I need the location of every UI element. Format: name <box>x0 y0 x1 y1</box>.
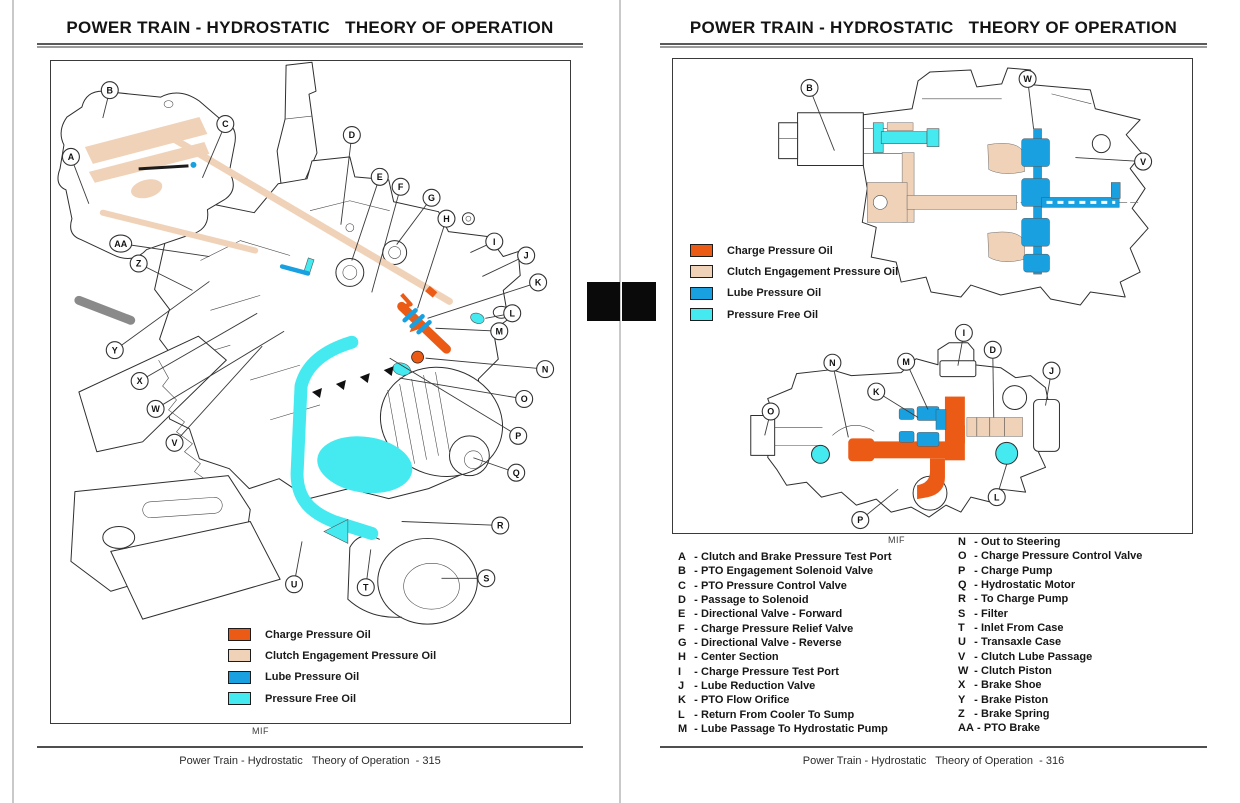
part-separator: - <box>694 694 698 707</box>
callout-letter-B: B <box>806 83 813 94</box>
solenoid-valve-body <box>798 113 864 166</box>
part-label: Filter <box>981 607 1008 620</box>
callout-letter-N: N <box>829 357 836 368</box>
part-separator: - <box>977 722 981 735</box>
callout-letter-B: B <box>106 85 114 96</box>
part-label: Brake Shoe <box>981 679 1042 692</box>
part-separator: - <box>974 579 978 592</box>
part-key: Q <box>958 579 967 592</box>
legend-label: Lube Pressure Oil <box>727 287 822 300</box>
part-row-F <box>678 623 892 637</box>
legend-swatch-clutch-engagement-oil <box>690 265 713 278</box>
callout-letter-L: L <box>509 308 515 319</box>
transaxle-isometric-drawing <box>51 61 570 723</box>
callout-letter-W: W <box>151 404 160 415</box>
part-row-V <box>958 651 1142 665</box>
footer-text: Power Train - Hydrostatic Theory of Operation - 315 <box>179 755 441 767</box>
part-row-A <box>678 551 892 565</box>
part-key: R <box>958 593 966 606</box>
legend-item <box>228 628 436 641</box>
part-label: PTO Pressure Control Valve <box>701 579 847 592</box>
part-label: Charge Pump <box>981 564 1053 577</box>
callout-letter-X: X <box>136 376 143 387</box>
legend-swatch-charge-pressure-oil <box>690 244 713 257</box>
part-separator: - <box>974 636 978 649</box>
part-separator: - <box>694 565 698 578</box>
part-separator: - <box>974 622 978 635</box>
legend-item <box>690 308 898 321</box>
page-title: POWER TRAIN - HYDROSTATIC THEORY OF OPERATION <box>689 18 1178 37</box>
part-separator: - <box>694 665 698 678</box>
part-label: Inlet From Case <box>981 622 1064 635</box>
part-label: Clutch and Brake Pressure Test Port <box>701 551 892 563</box>
part-row-I <box>678 666 892 680</box>
control-valve-cap <box>751 415 775 455</box>
part-row-X <box>958 679 1142 693</box>
callout-letter-K: K <box>534 277 542 288</box>
part-label: Charge Pressure Test Port <box>701 665 839 678</box>
figure-caption-mif: MIF <box>888 535 905 545</box>
callout-letter-N: N <box>541 364 549 375</box>
part-key: K <box>678 694 686 707</box>
part-separator: - <box>694 579 698 592</box>
part-row-W <box>958 665 1142 679</box>
callout-letter-P: P <box>857 515 864 526</box>
part-key: X <box>958 679 966 692</box>
callout-letter-J: J <box>523 250 529 261</box>
legend-swatch-lube-pressure-oil <box>690 287 713 300</box>
part-row-T <box>958 622 1142 636</box>
part-label: PTO Engagement Solenoid Valve <box>701 565 874 578</box>
legend-swatch-charge-pressure-oil <box>228 628 251 641</box>
part-row-J <box>678 680 892 694</box>
part-key: H <box>678 651 686 664</box>
part-separator: - <box>694 594 698 607</box>
part-separator: - <box>694 680 698 693</box>
callout-letter-F: F <box>397 181 404 192</box>
part-row-K <box>678 694 892 708</box>
part-separator: - <box>974 550 978 563</box>
part-label: Clutch Lube Passage <box>981 650 1093 663</box>
part-key: B <box>678 565 686 578</box>
part-label: Lube Passage To Hydrostatic Pump <box>701 723 888 736</box>
part-label: Transaxle Case <box>981 636 1062 649</box>
part-row-B <box>678 565 892 579</box>
part-separator: - <box>974 693 978 706</box>
registration-mark-right <box>622 282 656 321</box>
callout-letter-V: V <box>1140 156 1147 167</box>
part-row-S <box>958 608 1142 622</box>
legend-swatch-lube-pressure-oil <box>228 671 251 684</box>
legend-item <box>228 649 436 662</box>
callout-letter-G: G <box>428 192 436 203</box>
clutch-piston-upper <box>988 143 1025 173</box>
part-label: Clutch Piston <box>981 665 1052 678</box>
part-key: W <box>958 665 969 678</box>
callout-letter-O: O <box>520 394 528 405</box>
registration-mark-left <box>587 282 620 321</box>
part-key: A <box>678 551 686 563</box>
legend-label: Lube Pressure Oil <box>265 671 360 684</box>
callout-letter-T: T <box>363 582 369 593</box>
part-row-AA <box>958 722 1142 736</box>
clutch-piston-lower <box>988 232 1025 262</box>
part-row-Z <box>958 708 1142 722</box>
callout-letter-V: V <box>171 437 178 448</box>
part-key: I <box>678 665 682 678</box>
parts-list-column-2 <box>958 536 1142 737</box>
part-separator: - <box>694 637 698 650</box>
part-label: Hydrostatic Motor <box>981 579 1076 592</box>
callout-letter-H: H <box>443 213 450 224</box>
part-row-H <box>678 651 892 665</box>
part-key: F <box>678 622 685 635</box>
part-row-R <box>958 593 1142 607</box>
legend-item <box>690 287 898 300</box>
callout-letter-Q: Q <box>512 467 520 478</box>
solenoid-spool <box>881 132 927 144</box>
callout-letter-C: C <box>222 119 229 130</box>
brake-pin <box>79 300 131 320</box>
legend-item <box>228 692 436 705</box>
callout-letter-U: U <box>290 579 298 590</box>
solenoid-passage-spool <box>967 417 1023 436</box>
part-row-L <box>678 709 892 723</box>
part-label: Out to Steering <box>981 536 1061 548</box>
legend-item <box>690 244 898 257</box>
callout-leader-R <box>402 522 501 526</box>
part-key: P <box>958 564 966 577</box>
part-separator: - <box>974 665 978 678</box>
callout-letter-P: P <box>515 431 522 442</box>
callout-letter-I: I <box>493 236 496 247</box>
part-key: O <box>958 550 967 563</box>
header-rule <box>37 43 583 48</box>
part-separator: - <box>974 650 978 663</box>
legend-label: Pressure Free Oil <box>265 692 357 705</box>
callout-letter-R: R <box>497 520 504 531</box>
part-separator: - <box>694 551 698 563</box>
gutter-line <box>619 0 621 803</box>
part-row-D <box>678 594 892 608</box>
cooler-return-port <box>996 442 1018 464</box>
callout-letter-M: M <box>495 326 504 337</box>
part-row-E <box>678 608 892 622</box>
part-row-O <box>958 550 1142 564</box>
part-separator: - <box>974 607 978 620</box>
part-row-C <box>678 580 892 594</box>
part-key: V <box>958 650 966 663</box>
callout-letter-J: J <box>1049 365 1054 376</box>
part-key: AA <box>958 722 974 735</box>
footer-text: Power Train - Hydrostatic Theory of Operation - 316 <box>802 755 1065 767</box>
callout-letter-K: K <box>873 386 880 397</box>
part-label: To Charge Pump <box>981 593 1069 606</box>
part-key: E <box>678 608 686 621</box>
clutch-feed-passage <box>907 195 1017 209</box>
part-key: U <box>958 636 966 649</box>
part-key: J <box>678 680 685 693</box>
part-separator: - <box>694 723 698 736</box>
legend-swatch-clutch-engagement-oil <box>228 649 251 662</box>
part-row-P <box>958 565 1142 579</box>
part-row-Y <box>958 694 1142 708</box>
callout-letter-E: E <box>376 172 383 183</box>
footer-rule <box>660 746 1207 748</box>
oil-legend <box>690 244 898 330</box>
part-separator: - <box>974 708 978 721</box>
header-rule <box>660 43 1207 48</box>
legend-label: Pressure Free Oil <box>727 308 819 321</box>
lube-spool-lower <box>917 432 939 446</box>
page-edge-line <box>12 0 14 803</box>
part-row-U <box>958 636 1142 650</box>
legend-label: Charge Pressure Oil <box>265 628 371 641</box>
part-label: PTO Flow Orifice <box>701 694 790 707</box>
part-key: Y <box>958 693 966 706</box>
parts-list-column-1 <box>678 551 892 737</box>
page-title: POWER TRAIN - HYDROSTATIC THEORY OF OPERATION <box>66 18 554 37</box>
oil-legend <box>228 628 436 714</box>
part-key: T <box>958 622 965 635</box>
part-row-N <box>958 536 1142 550</box>
part-key: C <box>678 579 686 592</box>
figure-caption-mif: MIF <box>252 726 269 736</box>
part-row-Q <box>958 579 1142 593</box>
part-separator: - <box>694 651 698 664</box>
part-row-M <box>678 723 892 737</box>
callout-letter-A: A <box>67 152 75 163</box>
part-separator: - <box>694 622 698 635</box>
part-separator: - <box>694 708 698 721</box>
callout-letter-M: M <box>902 356 910 367</box>
charge-port-plug <box>412 351 424 363</box>
callout-letter-S: S <box>483 573 490 584</box>
callout-letter-W: W <box>1023 74 1032 85</box>
charge-pump-drum-outline <box>378 538 478 624</box>
part-separator: - <box>974 593 978 606</box>
callout-letter-D: D <box>348 130 356 141</box>
part-label: Directional Valve - Reverse <box>701 637 842 650</box>
part-label: Brake Spring <box>981 708 1050 721</box>
footer-rule <box>37 746 583 748</box>
legend-swatch-pressure-free-oil <box>228 692 251 705</box>
part-label: Return From Cooler To Sump <box>701 708 855 721</box>
part-label: Charge Pressure Relief Valve <box>701 622 854 635</box>
part-label: PTO Brake <box>983 722 1040 735</box>
part-key: G <box>678 637 687 650</box>
part-key: L <box>678 708 685 721</box>
part-key: N <box>958 536 966 548</box>
legend-swatch-pressure-free-oil <box>690 308 713 321</box>
legend-item <box>690 265 898 278</box>
part-key: M <box>678 723 688 736</box>
part-label: Center Section <box>701 651 779 664</box>
part-separator: - <box>974 536 978 548</box>
part-separator: - <box>694 608 698 621</box>
part-key: S <box>958 607 966 620</box>
part-label: Brake Piston <box>981 693 1049 706</box>
part-label: Passage to Solenoid <box>701 594 809 607</box>
legend-label: Charge Pressure Oil <box>727 244 833 257</box>
callout-letter-Y: Y <box>111 345 118 356</box>
part-label: Lube Reduction Valve <box>701 680 816 693</box>
legend-label: Clutch Engagement Pressure Oil <box>727 265 899 278</box>
part-separator: - <box>974 564 978 577</box>
callout-letter-AA: AA <box>114 238 128 249</box>
callout-letter-Z: Z <box>135 258 142 269</box>
test-port-flange <box>940 361 976 377</box>
part-key: D <box>678 594 686 607</box>
callout-letter-O: O <box>767 406 775 417</box>
reduction-valve-cap <box>1034 400 1060 452</box>
callout-letter-I: I <box>962 328 966 339</box>
legend-label: Clutch Engagement Pressure Oil <box>265 649 437 662</box>
transaxle-isometric-figure <box>50 60 571 724</box>
part-row-G <box>678 637 892 651</box>
callout-letter-D: D <box>989 344 996 355</box>
part-label: Charge Pressure Control Valve <box>981 550 1143 563</box>
part-key: Z <box>958 708 965 721</box>
part-label: Directional Valve - Forward <box>701 608 843 621</box>
callout-letter-L: L <box>993 492 1000 503</box>
part-separator: - <box>974 679 978 692</box>
legend-item <box>228 671 436 684</box>
